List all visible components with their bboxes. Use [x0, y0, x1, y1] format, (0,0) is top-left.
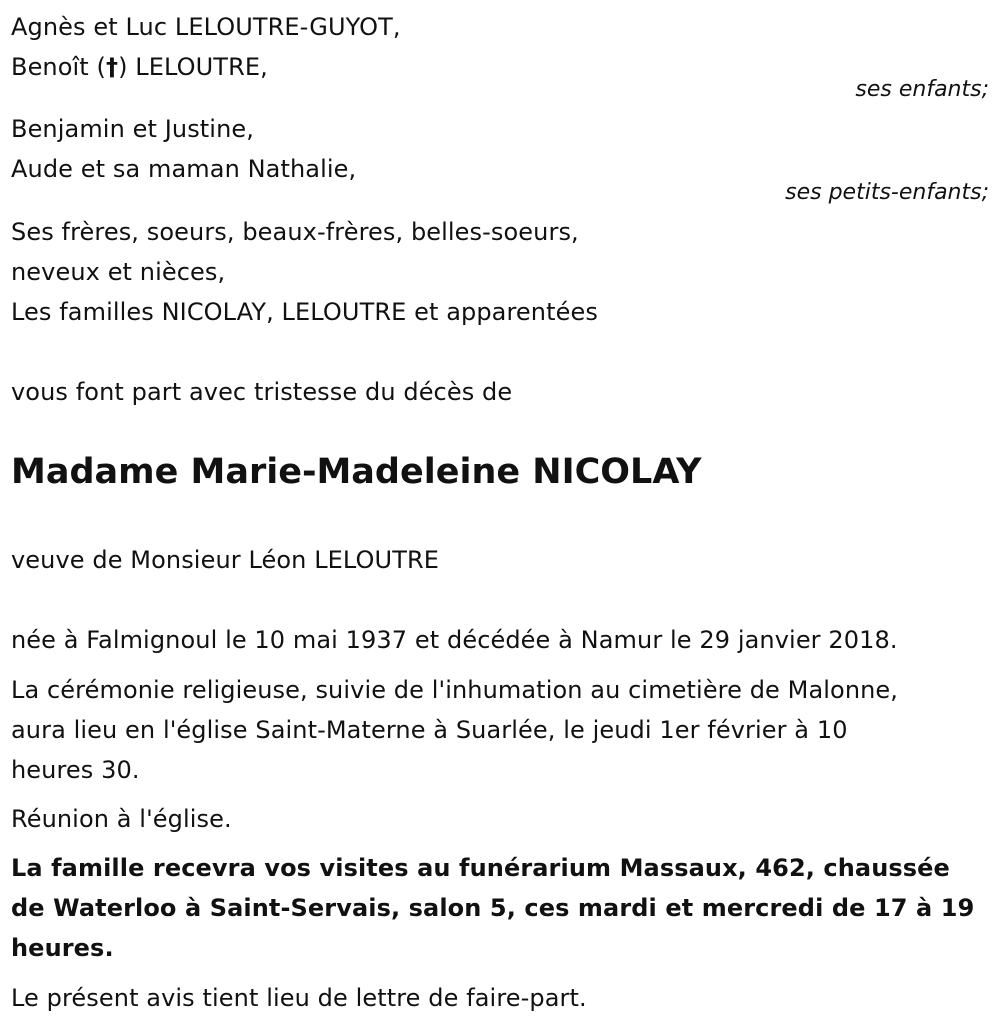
children-line-2-suffix: ) LELOUTRE, [118, 53, 268, 81]
family-line-2: neveux et nièces, [11, 258, 226, 286]
ceremony-line-1: La cérémonie religieuse, suivie de l'inhumation au cimetière de Malonne, [11, 676, 899, 704]
visits-line-1: La famille recevra vos visites au funérarium Massaux, 462, chaussée [11, 854, 950, 882]
widow-of: veuve de Monsieur Léon LELOUTRE [11, 546, 439, 574]
death-notice [11, 0, 991, 1032]
meeting: Réunion à l'église. [11, 805, 232, 833]
visits-line-2: de Waterloo à Saint-Servais, salon 5, ces mardi et mercredi de 17 à 19 [11, 894, 975, 922]
family-line-3: Les familles NICOLAY, LELOUTRE et apparentées [11, 298, 598, 326]
children-role: ses enfants; [855, 77, 989, 102]
grandchildren-line-1: Benjamin et Justine, [11, 115, 254, 143]
children-line-1: Agnès et Luc LELOUTRE-GUYOT, [11, 13, 401, 41]
children-line-2 [11, 52, 268, 82]
birth-death: née à Falmignoul le 10 mai 1937 et décédée à Namur le 29 janvier 2018. [11, 626, 898, 654]
grandchildren-role: ses petits-enfants; [785, 180, 989, 205]
family-line-1: Ses frères, soeurs, beaux-frères, belles-soeurs, [11, 218, 579, 246]
announcement: vous font part avec tristesse du décès de [11, 378, 513, 406]
grandchildren-line-2: Aude et sa maman Nathalie, [11, 155, 357, 183]
visits-line-3: heures. [11, 934, 114, 962]
deceased-name: Madame Marie-Madeleine NICOLAY [11, 452, 702, 492]
closing: Le présent avis tient lieu de lettre de faire-part. [11, 984, 587, 1012]
ceremony-line-2: aura lieu en l'église Saint-Materne à Suarlée, le jeudi 1er février à 10 [11, 716, 848, 744]
ceremony-line-3: heures 30. [11, 756, 140, 784]
cross-icon: † [106, 53, 119, 81]
children-line-2-prefix: Benoît ( [11, 53, 106, 81]
